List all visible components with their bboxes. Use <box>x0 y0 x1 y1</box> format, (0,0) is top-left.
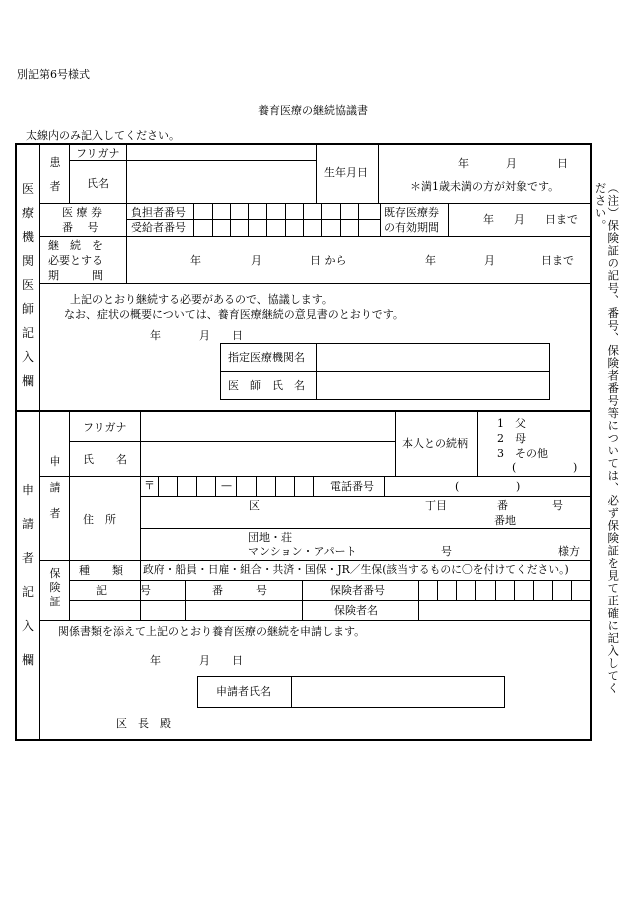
patient-name-field[interactable] <box>130 163 312 201</box>
instruction-text: 太線内のみ記入してください。 <box>26 129 180 142</box>
applicant-statement: 関係書類を添えて上記のとおり養育医療の継続を申請します。 <box>58 625 366 638</box>
insurance-symbol-field[interactable] <box>72 602 184 619</box>
phone-paren-close: ) <box>516 480 521 493</box>
relation-option-father[interactable]: 1 父 <box>497 417 526 430</box>
side-note: （注）保険証の記号、番号、保険者番号等については、必ず保険証を見て正確に記入してください。 <box>593 182 621 695</box>
page-title: 養育医療の継続協議書 <box>258 104 368 117</box>
from-month-unit: 月 <box>251 254 262 267</box>
institution-label: 指定医療機関名 <box>228 351 305 364</box>
from-year-unit: 年 <box>190 254 201 267</box>
payer-number-label: 負担者番号 <box>131 206 186 219</box>
signer-label: 申請者氏名 <box>216 685 271 698</box>
banchi-unit: 番地 <box>494 514 516 527</box>
applicant-section-label: 申 請 者 記 入 欄 <box>21 483 34 667</box>
insurance-label: 保 険 証 <box>49 567 61 608</box>
patient-label: 患 者 <box>49 156 61 193</box>
sama-kata-unit: 様方 <box>558 545 580 558</box>
ban-unit: 番 <box>497 499 508 512</box>
relation-option-mother[interactable]: 2 母 <box>497 432 526 445</box>
applicant-date-day-unit: 日 <box>232 654 243 667</box>
medical-section-label: 医 療 機 関 医 師 記 入 欄 <box>21 182 34 388</box>
furigana-label: フリガナ <box>76 147 120 160</box>
to-month-unit: 月 <box>484 254 495 267</box>
relation-label: 本人との続柄 <box>402 437 468 450</box>
room-go-unit: 号 <box>441 545 452 558</box>
ticket-label-1: 医 療 券 <box>62 206 102 219</box>
applicant-date-year-unit: 年 <box>150 654 161 667</box>
applicant-date-month-unit: 月 <box>199 654 210 667</box>
ward-unit: 区 <box>249 499 260 512</box>
go-unit: 号 <box>552 499 563 512</box>
insurance-type-label: 種 類 <box>79 564 123 577</box>
relation-other-paren-close: ) <box>573 461 578 474</box>
insurance-symbol-label: 記 号 <box>96 584 151 597</box>
postal-code-second-field[interactable] <box>237 478 313 495</box>
medical-date-month-unit: 月 <box>199 329 210 342</box>
recipient-number-label: 受給者番号 <box>131 221 186 234</box>
birth-year-unit: 年 <box>458 157 469 170</box>
medical-statement-1: 上記のとおり継続する必要があるので、協議します。 <box>70 293 333 306</box>
postal-dash: — <box>221 479 232 492</box>
relation-other-paren-open: ( <box>512 461 517 474</box>
signer-name-field[interactable] <box>293 678 503 706</box>
insurer-number-field[interactable] <box>420 582 588 599</box>
medical-date-day-unit: 日 <box>232 329 243 342</box>
addressee: 区 長 殿 <box>116 717 171 730</box>
insurance-number-label: 番 号 <box>212 584 267 597</box>
to-year-unit: 年 <box>425 254 436 267</box>
insurer-name-field[interactable] <box>420 602 588 619</box>
to-day-unit: 日まで <box>541 254 574 267</box>
insurance-type-options[interactable]: 政府・船員・日雇・組合・共済・国保・JR／生保(該当するものに〇を付けてください。) <box>143 563 569 576</box>
doctor-label: 医 師 氏 名 <box>228 379 305 392</box>
building-field[interactable] <box>143 530 588 559</box>
valid-until-unit: 日まで <box>545 213 578 226</box>
insurer-name-label: 保険者名 <box>334 604 378 617</box>
postal-mark: 〒 <box>144 479 155 492</box>
from-day-unit: 日 から <box>310 254 347 267</box>
birth-day-unit: 日 <box>557 157 568 170</box>
period-label-3: 期 間 <box>48 269 103 282</box>
address-label: 住 所 <box>83 513 116 526</box>
applicant-furigana-label: フリガナ <box>83 421 127 434</box>
form-number: 別記第6号様式 <box>17 68 90 81</box>
patient-furigana-field[interactable] <box>130 145 312 159</box>
phone-label: 電話番号 <box>330 480 374 493</box>
birth-note: ＊満1歳未満の方が対象です。 <box>410 180 560 193</box>
patient-name-label: 氏名 <box>87 177 109 190</box>
period-label-1: 継 続 を <box>48 239 103 252</box>
applicant-label: 申 請 者 <box>49 455 61 520</box>
ticket-label-2: 番 号 <box>62 221 99 234</box>
phone-paren-open: ( <box>455 480 460 493</box>
birth-month-unit: 月 <box>506 157 517 170</box>
period-label-2: 必要とする <box>48 254 103 267</box>
institution-field[interactable] <box>318 345 548 370</box>
existing-ticket-label-2: の有効期間 <box>384 221 439 234</box>
existing-ticket-label-1: 既存医療券 <box>384 206 439 219</box>
mansion-label: マンション・アパート <box>248 545 357 558</box>
medical-statement-2: なお、症状の概要については、養育医療継続の意見書のとおりです。 <box>64 308 404 321</box>
phone-field[interactable] <box>386 478 588 495</box>
applicant-name-label: 氏 名 <box>83 453 127 466</box>
applicant-name-field[interactable] <box>143 443 393 475</box>
chome-unit: 丁目 <box>425 499 447 512</box>
danchi-label: 団地・荘 <box>248 531 292 544</box>
address-field[interactable] <box>143 498 588 527</box>
valid-month-unit: 月 <box>514 213 525 226</box>
medical-date-year-unit: 年 <box>150 329 161 342</box>
birth-date-label: 生年月日 <box>324 166 368 179</box>
relation-other-field[interactable] <box>520 461 570 474</box>
insurance-number-field[interactable] <box>187 602 301 619</box>
applicant-furigana-field[interactable] <box>143 414 393 440</box>
relation-option-other[interactable]: 3 その他 <box>497 447 548 460</box>
doctor-name-field[interactable] <box>318 373 548 398</box>
valid-year-unit: 年 <box>483 213 494 226</box>
insurer-number-label: 保険者番号 <box>330 584 385 597</box>
